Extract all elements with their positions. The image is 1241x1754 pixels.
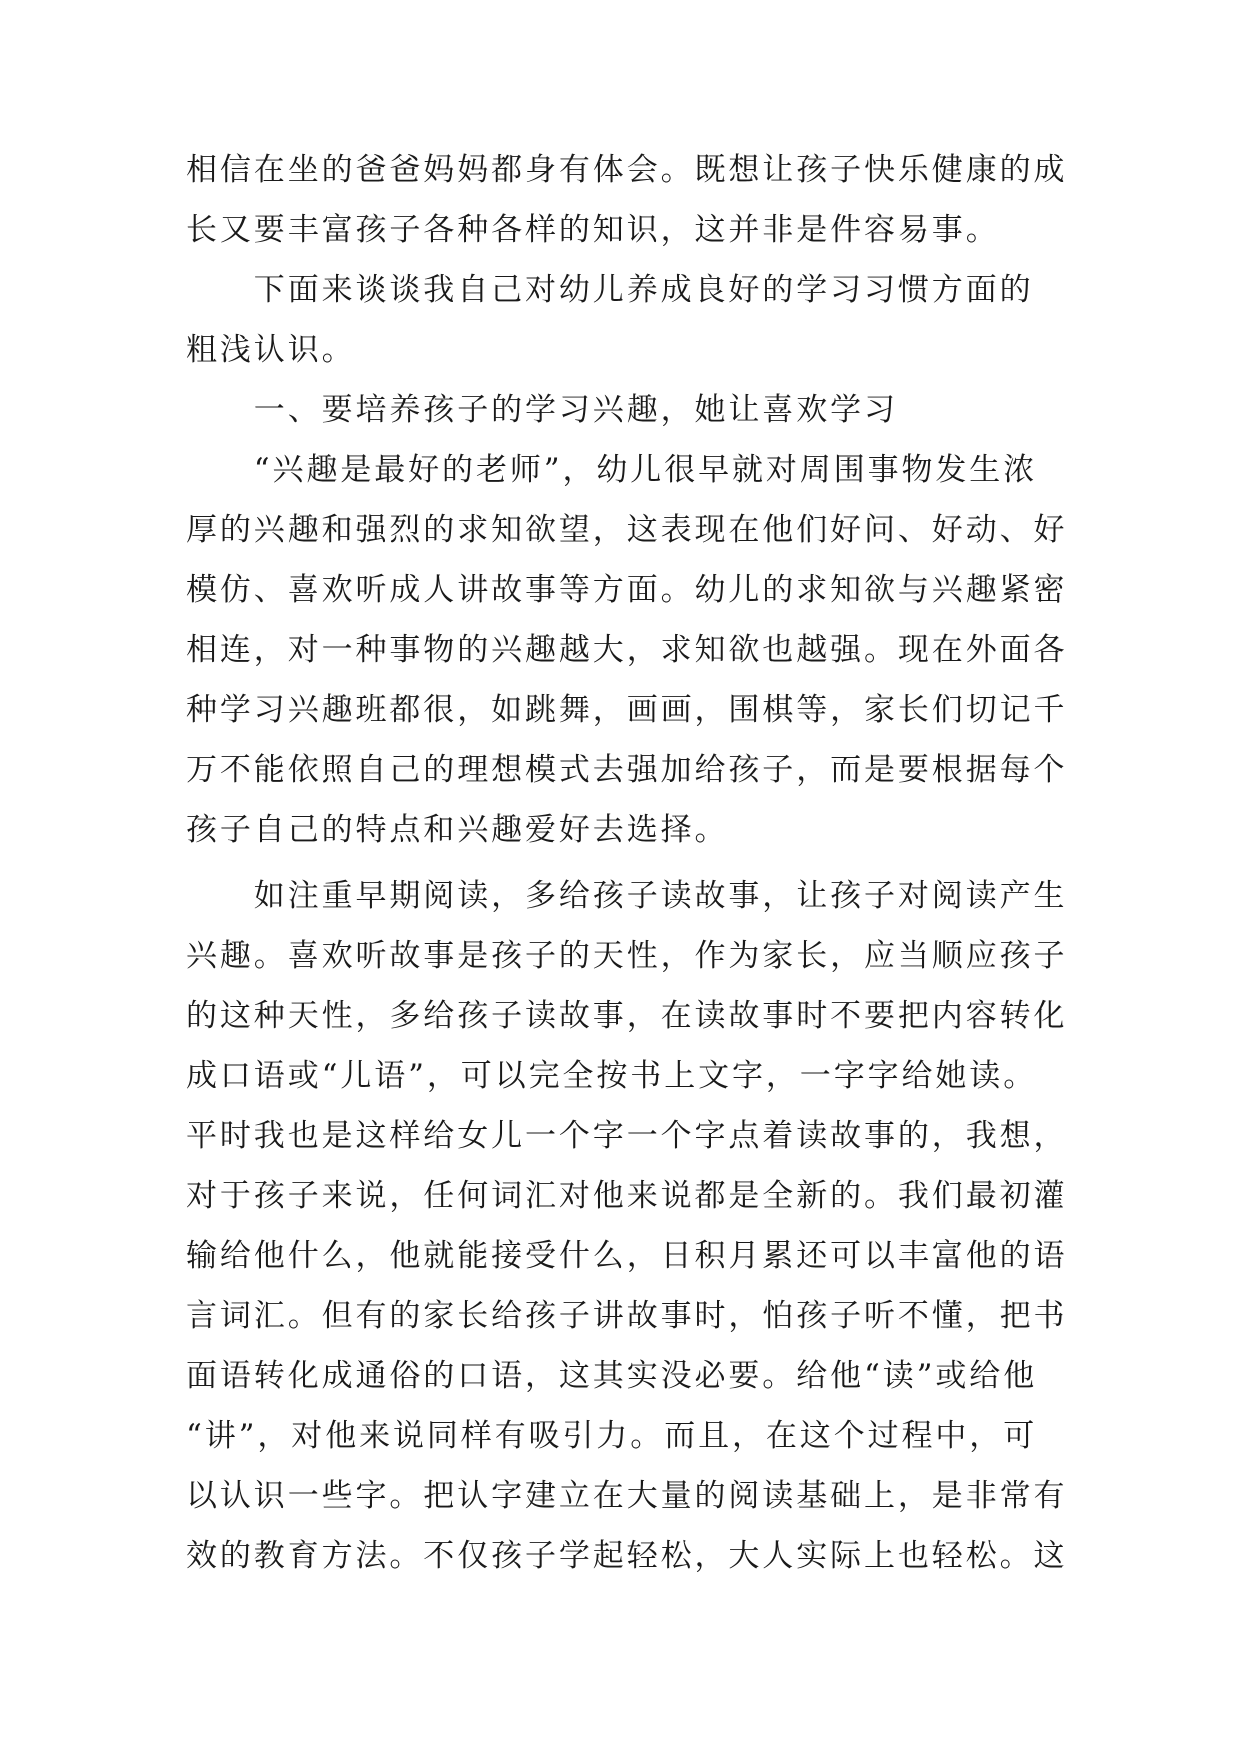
text-line: 平时我也是这样给女儿一个字一个字点着读故事的，我想， [186,1118,1068,1154]
text-line: 的这种天性，多给孩子读故事，在读故事时不要把内容转化 [186,998,1068,1034]
text-line: 下面来谈谈我自己对幼儿养成良好的学习习惯方面的 [186,272,1034,308]
text-line: 以认识一些字。把认字建立在大量的阅读基础上，是非常有 [186,1478,1068,1514]
text-line: 言词汇。但有的家长给孩子讲故事时，怕孩子听不懂，把书 [186,1298,1068,1334]
text-line: 相连，对一种事物的兴趣越大，求知欲也越强。现在外面各 [186,632,1068,668]
text-line: 成口语或“儿语”，可以完全按书上文字，一字字给她读。 [186,1058,1038,1094]
text-line: 万不能依照自己的理想模式去强加给孩子，而是要根据每个 [186,752,1068,788]
text-line: 如注重早期阅读，多给孩子读故事，让孩子对阅读产生 [186,878,1068,914]
text-line: 对于孩子来说，任何词汇对他来说都是全新的。我们最初灌 [186,1178,1068,1214]
text-line: 长又要丰富孩子各种各样的知识，这并非是件容易事。 [186,212,1000,248]
text-line: 输给他什么，他就能接受什么，日积月累还可以丰富他的语 [186,1238,1068,1274]
text-line: 兴趣。喜欢听故事是孩子的天性，作为家长，应当顺应孩子 [186,938,1068,974]
text-line: 模仿、喜欢听成人讲故事等方面。幼儿的求知欲与兴趣紧密 [186,572,1068,608]
text-line: “讲”，对他来说同样有吸引力。而且，在这个过程中，可 [186,1418,1038,1454]
text-line: 面语转化成通俗的口语，这其实没必要。给他“读”或给他 [186,1358,1038,1394]
text-line: 相信在坐的爸爸妈妈都身有体会。既想让孩子快乐健康的成 [186,152,1068,188]
text-line: 种学习兴趣班都很，如跳舞，画画，围棋等，家长们切记千 [186,692,1068,728]
body-text [186,140,1066,1586]
text-line: “兴趣是最好的老师”，幼儿很早就对周围事物发生浓 [186,452,1038,488]
text-line: 厚的兴趣和强烈的求知欲望，这表现在他们好问、好动、好 [186,512,1068,548]
section-heading: 一、要培养孩子的学习兴趣，她让喜欢学习 [186,392,898,428]
text-line: 粗浅认识。 [186,332,356,368]
text-line: 效的教育方法。不仅孩子学起轻松，大人实际上也轻松。这 [186,1538,1068,1574]
text-line: 孩子自己的特点和兴趣爱好去选择。 [186,812,729,848]
